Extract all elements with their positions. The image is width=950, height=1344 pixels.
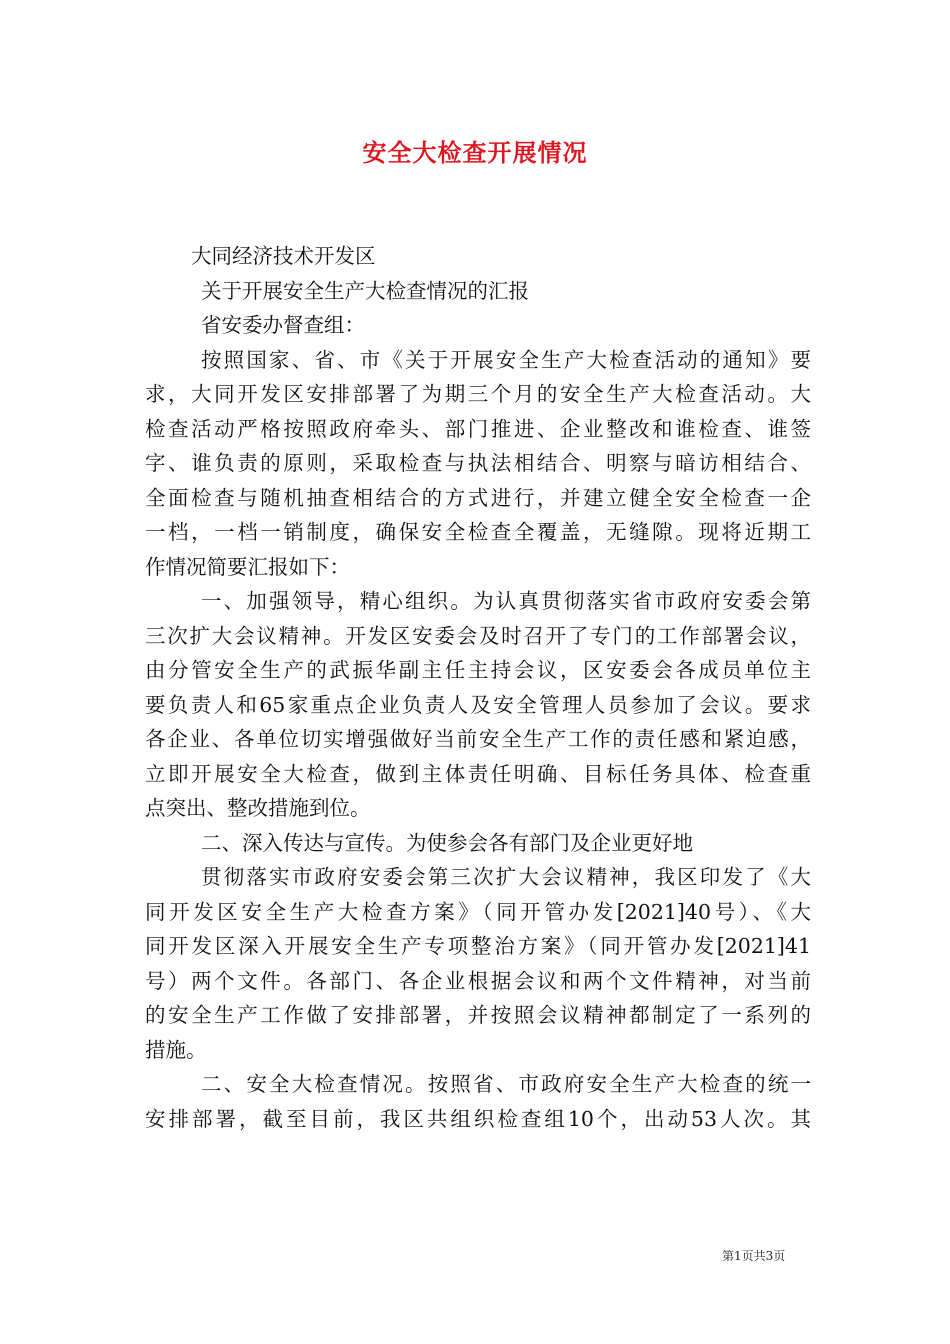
- paragraph-line: 的安全生产工作做了安排部署，并按照会议精神都制定了一系列的: [145, 1003, 811, 1027]
- paragraph-line: 字、谁负责的原则，采取检查与执法相结合、明察与暗访相结合、: [145, 451, 811, 475]
- paragraph-line: 同开发区安全生产大检查方案》（同开管办发[2021]40号）、《大: [145, 899, 811, 924]
- paragraph-line: 各企业、各单位切实增强做好当前安全生产工作的责任感和紧迫感，: [145, 727, 811, 751]
- paragraph-line: 省安委办督查组：: [201, 313, 365, 337]
- paragraph-line: 二、安全大检查情况。按照省、市政府安全生产大检查的统一: [201, 1072, 811, 1096]
- paragraph-line: 大同经济技术开发区: [191, 244, 376, 268]
- paragraph-line: 全面检查与随机抽查相结合的方式进行，并建立健全安全检查一企: [145, 485, 811, 510]
- paragraph-line: 一档，一档一销制度，确保安全检查全覆盖，无缝隙。现将近期工: [145, 520, 811, 544]
- paragraph-line: 点突出、整改措施到位。: [145, 796, 371, 820]
- document-title: 安全大检查开展情况: [362, 139, 588, 167]
- paragraph-line: 按照国家、省、市《关于开展安全生产大检查活动的通知》要: [201, 347, 811, 372]
- paragraph-line: 安排部署，截至目前，我区共组织检查组10个，出动53人次。其: [145, 1106, 811, 1131]
- paragraph-line: 号）两个文件。各部门、各企业根据会议和两个文件精神，对当前: [145, 968, 811, 993]
- paragraph-line: 同开发区深入开展安全生产专项整治方案》（同开管办发[2021]41: [145, 934, 811, 958]
- document-body: [145, 239, 811, 1136]
- paragraph-line: 三次扩大会议精神。开发区安委会及时召开了专门的工作部署会议，: [145, 623, 811, 648]
- paragraph-line: 检查活动严格按照政府牵头、部门推进、企业整改和谁检查、谁签: [145, 416, 811, 441]
- paragraph-line: 立即开展安全大检查，做到主体责任明确、目标任务具体、检查重: [145, 761, 811, 786]
- paragraph-line: 要负责人和65家重点企业负责人及安全管理人员参加了会议。要求: [145, 692, 811, 717]
- paragraph-line: 关于开展安全生产大检查情况的汇报: [201, 278, 529, 303]
- paragraph-line: 二、深入传达与宣传。为使参会各有部门及企业更好地: [201, 830, 693, 855]
- page-footer: 第1页共3页: [722, 1249, 786, 1263]
- paragraph-line: 求，大同开发区安排部署了为期三个月的安全生产大检查活动。大: [145, 382, 811, 406]
- paragraph-line: 作情况简要汇报如下：: [145, 554, 350, 579]
- paragraph-line: 贯彻落实市政府安委会第三次扩大会议精神，我区印发了《大: [201, 865, 811, 889]
- paragraph-line: 一、加强领导，精心组织。为认真贯彻落实省市政府安委会第: [201, 589, 811, 613]
- paragraph-line: 措施。: [145, 1037, 207, 1062]
- paragraph-line: 由分管安全生产的武振华副主任主持会议，区安委会各成员单位主: [145, 658, 811, 682]
